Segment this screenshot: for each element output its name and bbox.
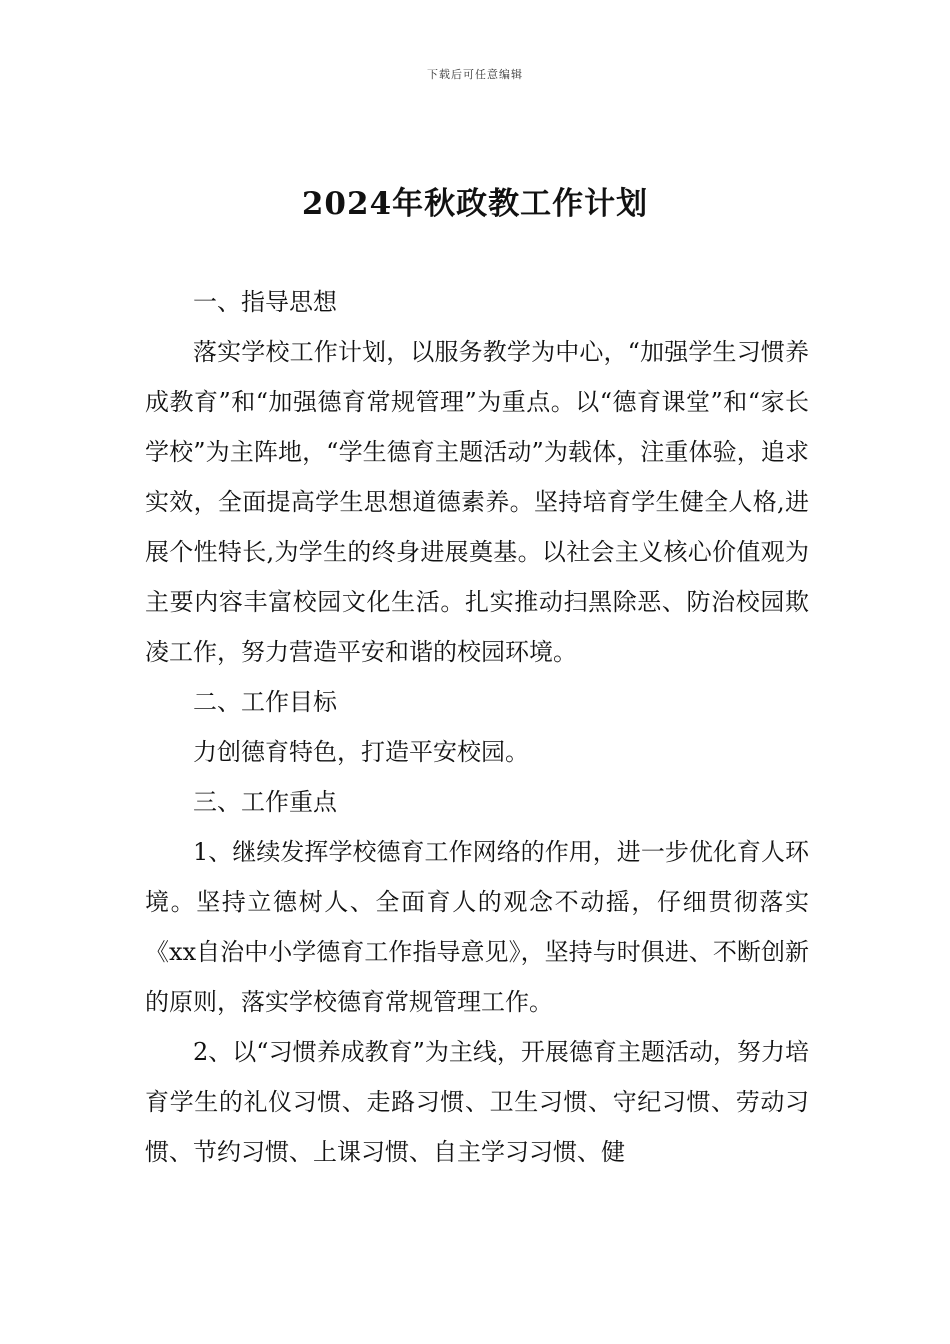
- paragraph-focus-item-2: 2、以“习惯养成教育”为主线，开展德育主题活动，努力培育学生的礼仪习惯、走路习惯、卫生习惯、守纪习惯、劳动习惯、节约习惯、上课习惯、自主学习习惯、健: [145, 1038, 809, 1166]
- header-note: 下载后可任意编辑: [427, 68, 523, 81]
- paragraph-focus-item-1: 1、继续发挥学校德育工作网络的作用，进一步优化育人环境。坚持立德树人、全面育人的观念不动摇，仔细贯彻落实《xx自治中小学德育工作指导意见》，坚持与时俱进、不断创新的原则，落实学校德育常规管理工作。: [145, 838, 809, 1016]
- paragraph-guiding-ideology: 落实学校工作计划，以服务教学为中心，“加强学生习惯养成教育”和“加强德育常规管理”为重点。以“德育课堂”和“家长学校”为主阵地，“学生德育主题活动”为载体，注重体验，追求实效，全面提高学生思想道德素养。坚持培育学生健全人格,进展个性特长,为学生的终身进展奠基。以社会主义核心价值观为主要内容丰富校园文化生活。扎实推动扫黑除恶、防治校园欺凌工作，努力营造平安和谐的校园环境。: [145, 338, 809, 666]
- section-heading-work-goals: 二、工作目标: [193, 688, 337, 716]
- section-heading-guiding-ideology: 一、指导思想: [193, 288, 337, 316]
- section-heading-work-focus: 三、工作重点: [193, 788, 337, 816]
- paragraph-work-goals: 力创德育特色，打造平安校园。: [193, 738, 529, 766]
- document-title: 2024年秋政教工作计划: [301, 186, 649, 222]
- document-body: [145, 277, 809, 1177]
